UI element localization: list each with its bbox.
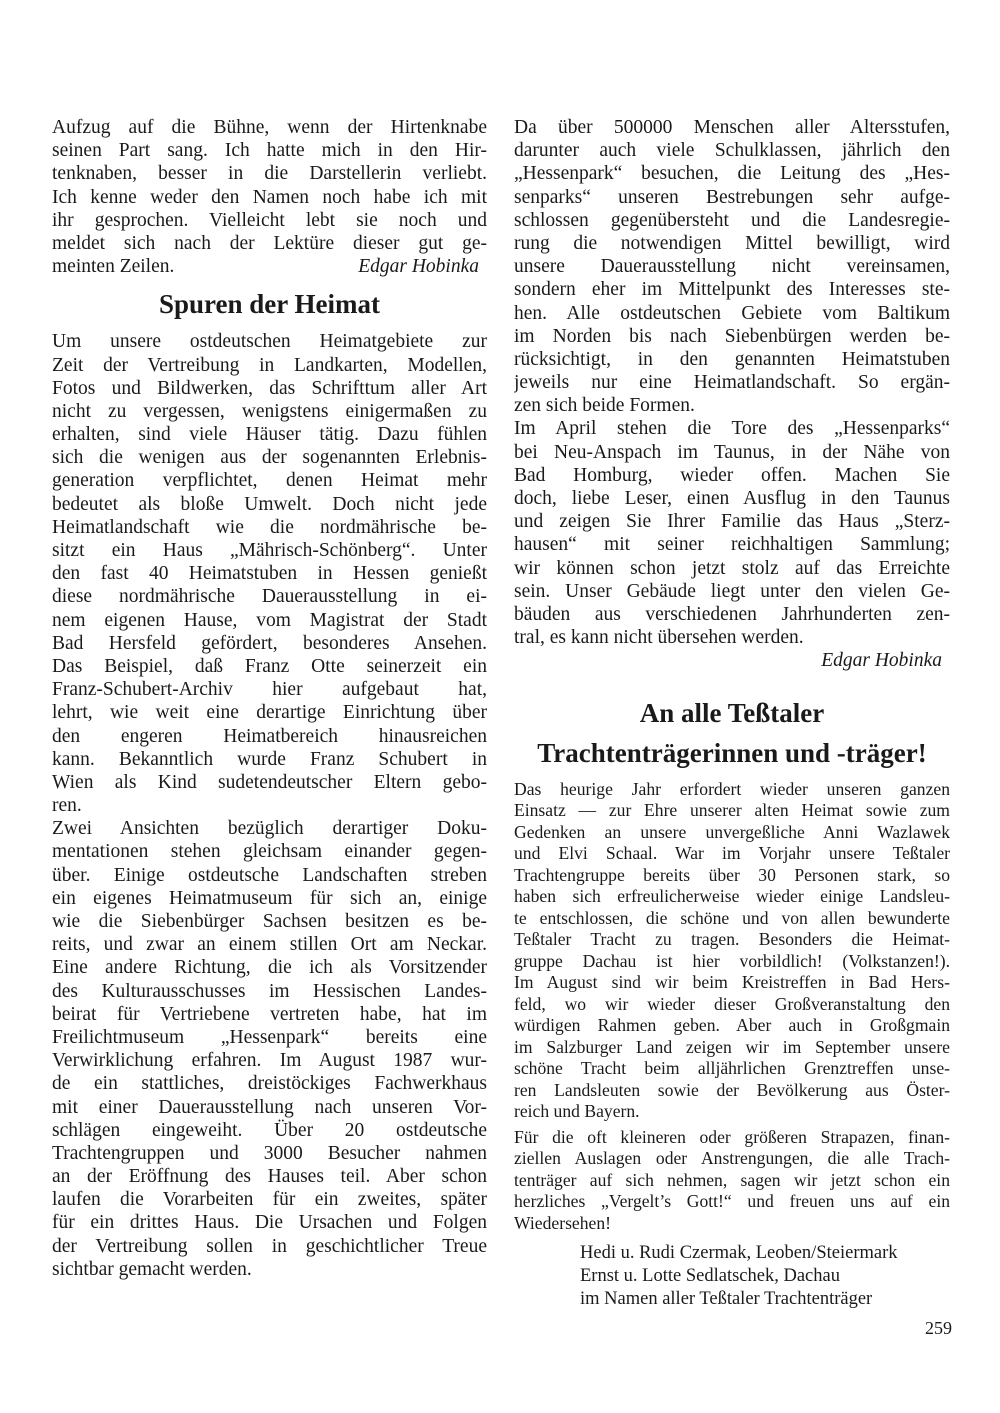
text-line: im Norden bis nach Siebenbürgen werden be- — [514, 325, 950, 347]
heading-spuren-der-heimat: Spuren der Heimat — [158, 289, 380, 320]
text-line: Im August sind wir beim Kreistreffen in Bad Hers- — [514, 972, 950, 992]
text-line: wie die Siebenbürger Sachsen besitzen es be- — [52, 911, 487, 932]
text-line: mit einer Dauerausstellung nach unseren Vor- — [52, 1096, 487, 1118]
right-paragraph-2 — [514, 417, 950, 626]
text-line: kann. Bekanntlich wurde Franz Schubert in — [52, 748, 487, 770]
text-line: sondern eher im Mittelpunkt des Interesses ste- — [514, 279, 950, 301]
text-line: diese nordmährische Dauerausstellung in ei- — [52, 586, 487, 608]
text-line: Da über 500000 Menschen aller Altersstufen, — [514, 117, 950, 138]
text-line: Wien als Kind sudetendeutscher Eltern gebo- — [52, 771, 487, 793]
text-line: erhalten, sind viele Häuser tätig. Dazu fühlen — [52, 424, 487, 446]
text-line: hausen“ mit seiner reichhaltigen Sammlung; — [514, 534, 950, 556]
text-line: Einsatz — zur Ehre unserer alten Heimat sowie zum — [514, 800, 950, 820]
text-line: Das heurige Jahr erfordert wieder unseren ganzen — [514, 778, 950, 799]
text-line: Heimatlandschaft wie die nordmährische be- — [52, 516, 487, 538]
body-paragraph-1 — [52, 330, 487, 794]
text-line: rung die notwendigen Mittel bewilligt, wird — [514, 232, 950, 254]
page-number: 259 — [925, 1318, 952, 1338]
text-line: schlossen gegenübersteht und die Landesregie- — [514, 209, 950, 231]
text-line: generation verpflichtet, denen Heimat mehr — [52, 470, 487, 492]
text-line: über. Einige ostdeutsche Landschaften streben — [52, 864, 487, 886]
text-line: sein. Unser Gebäude liegt unter den vielen Ge- — [514, 580, 950, 602]
text-line: im Salzburger Land zeigen wir im September unsere — [514, 1036, 950, 1057]
right-column — [514, 116, 950, 1311]
intro-last-line: meinten Zeilen. — [52, 256, 175, 278]
text-line: Trachtengruppen und 3000 Besucher nahmen — [52, 1142, 487, 1164]
text-line: Teßtaler Tracht zu tragen. Besonders die Heimat- — [514, 929, 950, 949]
text-line: tenträger auf sich nehmen, sagen wir jetzt schon ein — [514, 1169, 950, 1190]
text-line: ihr gesprochen. Vielleicht lebt sie noch und — [52, 209, 487, 231]
left-column — [52, 116, 487, 1281]
text-line: bäuden aus verschiedenen Jahrhunderten zen- — [514, 603, 950, 625]
text-line: der Vertreibung sollen in geschichtlicher Treue — [52, 1235, 487, 1257]
text-line: haben sich erfreulicherweise wieder einige Landsleu- — [514, 886, 950, 906]
text-line: Eine andere Richtung, die ich als Vorsitzender — [52, 957, 487, 979]
signature-line: Ernst u. Lotte Sedlatschek, Dachau — [580, 1266, 840, 1286]
right-paragraph-1 — [514, 116, 950, 394]
text-line: nem eigenen Hause, vom Magistrat der Stadt — [52, 609, 487, 631]
text-line: gruppe Dachau ist hier vorbildlich! (Volkstanzen!). — [514, 950, 950, 971]
text-line: „Hessenpark“ besuchen, die Leitung des „Hes- — [514, 163, 950, 185]
text-line: Gedenken an unsere unvergeßliche Anni Wazlawek — [514, 821, 950, 842]
text-line: jeweils nur eine Heimatlandschaft. So ergän- — [514, 372, 950, 394]
signature-block — [514, 1242, 950, 1311]
text-line: den engeren Heimatbereich hinausreichen — [52, 725, 487, 747]
text-line: Franz-Schubert-Archiv hier aufgebaut hat, — [52, 679, 487, 701]
text-line: ren Landsleuten sowie der Bevölkerung aus Öster- — [514, 1079, 950, 1100]
text-line: darunter auch viele Schulklassen, jährlich den — [514, 140, 950, 162]
text-line: Aufzug auf die Bühne, wenn der Hirtenknabe — [52, 117, 487, 138]
text-line: wir können schon jetzt stolz auf das Erreichte — [514, 557, 950, 579]
signature-line: im Namen aller Teßtaler Trachtenträger — [580, 1289, 873, 1309]
text-line: beirat für Vertriebene vertreten habe, hat im — [52, 1003, 487, 1025]
announcement-paragraph-1 — [514, 779, 950, 1102]
right-paragraph-2-end: tral, es kann nicht übersehen werden. — [514, 627, 804, 649]
text-line: Fotos und Bildwerken, das Schrifttum aller Art — [52, 377, 487, 399]
text-line: bedeutet als bloße Umwelt. Doch nicht jede — [52, 493, 487, 515]
text-line: Verwirklichung erfahren. Im August 1987 wur- — [52, 1050, 487, 1072]
text-line: Für die oft kleineren oder größeren Strapazen, finan- — [514, 1126, 950, 1147]
text-line: Bad Homburg, wieder offen. Machen Sie — [514, 464, 950, 486]
text-line: Trachtengruppe bereits über 30 Personen stark, so — [514, 864, 950, 885]
text-line: bei Neu-Anspach im Taunus, in der Nähe von — [514, 441, 950, 463]
text-line: meldet sich nach der Lektüre dieser gut ge- — [52, 232, 487, 254]
text-line: und zeigen Sie Ihrer Familie das Haus „Sterz- — [514, 511, 950, 533]
text-line: te entschlossen, die schöne und von allen bewunderte — [514, 907, 950, 928]
signature-line: Hedi u. Rudi Czermak, Leoben/Steiermark — [580, 1243, 898, 1263]
text-line: würdigen Rahmen geben. Aber auch in Großgmain — [514, 1015, 950, 1035]
text-line: Freilichtmuseum „Hessenpark“ bereits eine — [52, 1026, 487, 1048]
text-line: herzliches „Vergelt’s Gott!“ und freuen uns auf ein — [514, 1191, 950, 1211]
text-line: Zeit der Vertreibung in Landkarten, Modellen, — [52, 354, 487, 376]
text-line: Das Beispiel, daß Franz Otte seinerzeit ein — [52, 655, 487, 677]
text-line: ziellen Auslagen oder Anstrengungen, die alle Trach- — [514, 1148, 950, 1168]
text-line: reits, und zwar an einem stillen Ort am Neckar. — [52, 934, 487, 956]
announcement-paragraph-2-end: Wiedersehen! — [514, 1212, 611, 1233]
announcement-paragraph-1-end: reich und Bayern. — [514, 1101, 640, 1121]
intro-paragraph — [52, 116, 487, 255]
heading-tesstaler-line-2: Trachtenträgerinnen und -träger! — [537, 737, 927, 768]
right-paragraph-1-end: zen sich beide Formen. — [514, 395, 695, 417]
text-line: laufen die Vorarbeiten für ein zweites, später — [52, 1189, 487, 1211]
text-line: Um unsere ostdeutschen Heimatgebiete zur — [52, 331, 487, 353]
text-line: Bad Hersfeld gefördert, besonderes Ansehen. — [52, 632, 487, 654]
text-line: feld, wo wir wieder dieser Großveranstaltung den — [514, 993, 950, 1014]
text-line: schöne Tracht beim alljährlichen Grenztreffen unse- — [514, 1058, 950, 1078]
text-line: des Kulturausschusses im Hessischen Landes- — [52, 980, 487, 1002]
text-line: unsere Dauerausstellung nicht vereinsamen, — [514, 256, 950, 278]
text-line: und Elvi Schaal. War im Vorjahr unsere Teßtaler — [514, 843, 950, 863]
body-paragraph-2-end: sichtbar gemacht werden. — [52, 1258, 252, 1280]
text-line: hen. Alle ostdeutschen Gebiete vom Baltikum — [514, 302, 950, 324]
announcement-paragraph-2 — [514, 1127, 950, 1213]
text-line: Ich kenne weder den Namen noch habe ich mit — [52, 186, 487, 208]
text-line: für ein drittes Haus. Die Ursachen und Folgen — [52, 1212, 487, 1234]
text-line: sitzt ein Haus „Mährisch-Schönberg“. Unter — [52, 540, 487, 561]
body-paragraph-1-end: ren. — [52, 795, 82, 817]
intro-closing-line — [52, 255, 487, 278]
intro-author: Edgar Hobinka — [358, 256, 479, 278]
text-line: tenknaben, besser in die Darstellerin verliebt. — [52, 163, 487, 185]
text-line: nicht zu vergessen, wenigstens einigermaßen zu — [52, 400, 487, 422]
text-line: den fast 40 Heimatstuben in Hessen genießt — [52, 563, 487, 585]
text-line: rücksichtigt, in den genannten Heimatstuben — [514, 348, 950, 370]
text-line: Im April stehen die Tore des „Hessenparks“ — [514, 418, 950, 440]
text-line: de ein stattliches, dreistöckiges Fachwerkhaus — [52, 1073, 487, 1095]
text-line: ein eigenes Heimatmuseum für sich an, einige — [52, 887, 487, 909]
text-line: sich die wenigen aus der sogenannten Erlebnis- — [52, 447, 487, 469]
text-line: seinen Part sang. Ich hatte mich in den Hir- — [52, 140, 487, 162]
text-line: senparks“ unseren Bestrebungen sehr aufge- — [514, 186, 950, 208]
right-author: Edgar Hobinka — [821, 650, 942, 672]
text-line: Zwei Ansichten bezüglich derartiger Doku- — [52, 818, 487, 840]
text-line: doch, liebe Leser, einen Ausflug in den Taunus — [514, 488, 950, 509]
body-paragraph-2 — [52, 817, 487, 1258]
text-line: schlägen eingeweiht. Über 20 ostdeutsche — [52, 1119, 487, 1141]
heading-tesstaler-line-1: An alle Teßtaler — [639, 697, 825, 728]
text-line: lehrt, wie weit eine derartige Einrichtung über — [52, 702, 487, 724]
text-line: mentationen stehen gleichsam einander gegen- — [52, 841, 487, 863]
text-line: an der Eröffnung des Hauses teil. Aber schon — [52, 1166, 487, 1188]
